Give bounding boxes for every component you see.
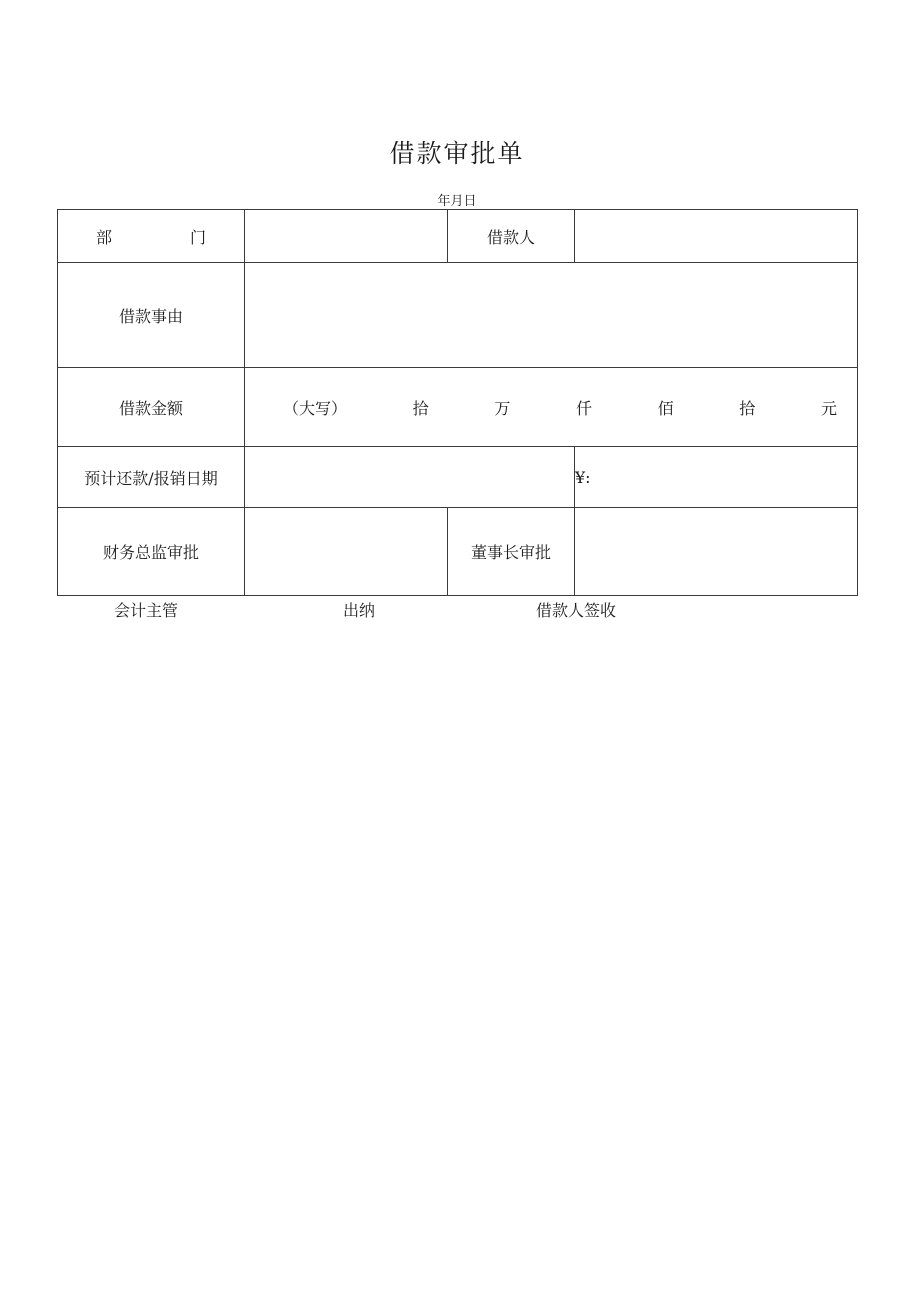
- reason-label: 借款事由: [58, 263, 245, 368]
- amount-unit-shi-wan: 拾: [412, 398, 429, 418]
- amount-label: 借款金额: [58, 368, 245, 447]
- department-label-char-1: 部: [96, 227, 113, 247]
- loan-approval-form: [57, 209, 858, 596]
- amount-unit-qian: 仟: [575, 398, 592, 418]
- row-approvals: [58, 508, 858, 596]
- chairman-approval-field[interactable]: [575, 508, 858, 596]
- accounting-supervisor-label: 会计主管: [114, 601, 179, 620]
- department-label-char-2: 门: [189, 227, 206, 247]
- cfo-approval-label: 财务总监审批: [58, 508, 245, 596]
- department-label-cell: [58, 210, 245, 263]
- borrower-label: 借款人: [448, 210, 575, 263]
- amount-unit-wan: 万: [494, 398, 511, 418]
- amount-uppercase-label: （大写）: [283, 398, 348, 418]
- cashier-label: 出纳: [343, 601, 376, 620]
- row-department: [58, 210, 858, 263]
- reason-value-field[interactable]: [245, 263, 858, 368]
- amount-unit-shi: 拾: [739, 398, 756, 418]
- repay-date-value-field[interactable]: [245, 447, 575, 508]
- amount-value-field[interactable]: [245, 368, 858, 447]
- row-repay-date: [58, 447, 858, 508]
- department-value-field[interactable]: [245, 210, 448, 263]
- cfo-approval-field[interactable]: [245, 508, 448, 596]
- yen-label: ¥:: [575, 467, 591, 487]
- chairman-approval-label: 董事长审批: [448, 508, 575, 596]
- row-amount: [58, 368, 858, 447]
- date-label: 年月日: [437, 194, 477, 209]
- borrower-signature-label: 借款人签收: [536, 601, 617, 620]
- amount-unit-yuan: 元: [820, 398, 837, 418]
- borrower-value-field[interactable]: [575, 210, 858, 263]
- page-title: 借款审批单: [389, 139, 525, 168]
- repay-date-label: 预计还款/报销日期: [58, 447, 245, 508]
- row-reason: [58, 263, 858, 368]
- yen-amount-field[interactable]: [575, 447, 858, 508]
- amount-unit-bai: 佰: [657, 398, 674, 418]
